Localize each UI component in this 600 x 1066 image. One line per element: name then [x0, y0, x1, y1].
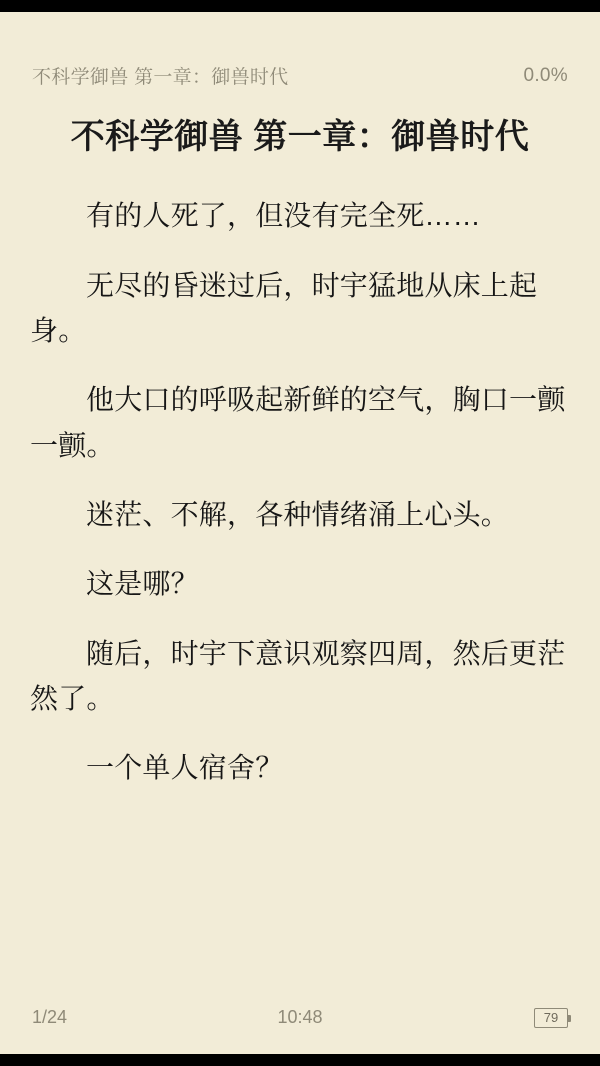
- reader-content[interactable]: [0, 89, 600, 1007]
- clock-label: 10:48: [277, 1007, 323, 1027]
- reader-footer: [0, 1007, 600, 1054]
- battery-indicator: [498, 1008, 568, 1028]
- paragraph: 迷茫、不解，各种情绪涌上心头。: [86, 498, 510, 530]
- paragraph: 他大口的呼吸起新鲜的空气，胸口一颤一颤。: [30, 384, 566, 461]
- header-book-title: 不科学御兽 第一章：御兽时代: [32, 67, 289, 88]
- battery-icon: [534, 1008, 568, 1028]
- paragraph: 有的人死了，但没有完全死……: [86, 200, 481, 232]
- paragraph: 无尽的昏迷过后，时宇猛地从床上起身。: [30, 269, 538, 346]
- reader-page: [0, 12, 600, 1054]
- battery-level-label: 79: [543, 1010, 559, 1025]
- paragraph: 一个单人宿舍？: [86, 752, 284, 784]
- reader-header: [0, 12, 600, 89]
- paragraph: 随后，时宇下意识观察四周，然后更茫然了。: [30, 637, 566, 715]
- header-progress-percent: 0.0%: [523, 64, 568, 86]
- chapter-title: 不科学御兽 第一章：御兽时代: [70, 118, 530, 156]
- paragraph: 这是哪？: [86, 568, 199, 600]
- page-indicator: 1/24: [32, 1007, 68, 1027]
